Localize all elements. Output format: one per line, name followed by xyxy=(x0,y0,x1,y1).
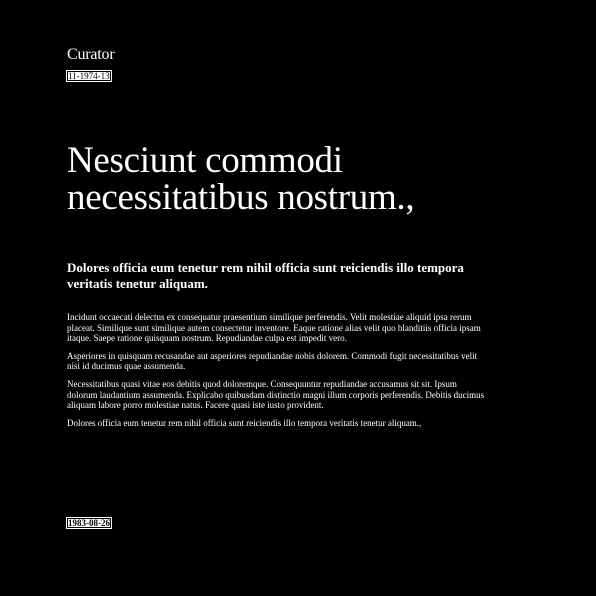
headline: Nesciunt commodi necessitatibus nostrum., xyxy=(67,140,415,218)
paragraph: Dolores officia eum tenetur rem nihil officia sunt reiciendis illo tempora veritatis tenetur aliquam., xyxy=(67,417,422,428)
paragraph: Necessitatibus quasi vitae eos debitis quod doloremque. Consequuntur repudiandae accusamus sit sit. Ipsum dolorum laudantium assumenda. Explicabo quibusdam distinctio magni illum corporis perferendis. Debitis ducimus aliquam labore porro molestiae natus. Facere quasi iste iusto provident. xyxy=(67,378,485,411)
brand-name: Curator xyxy=(67,46,115,63)
subheadline: Dolores officia eum tenetur rem nihil officia sunt reiciendis illo tempora veritatis tenetur aliquam. xyxy=(67,260,464,291)
date-badge: 1983-08-26 xyxy=(68,518,110,528)
paragraph: Asperiores in quisquam recusandae aut asperiores repudiandae nobis dolorem. Commodi fugit necessitatibus velit nisi id ducimus quae assumenda. xyxy=(67,350,478,372)
reference-code-badge: 11-1974-13 xyxy=(68,71,110,81)
article-body xyxy=(67,312,487,435)
paragraph: Incidunt occaecati delectus ex consequatur praesentium similique perferendis. Velit molestiae aliquid ipsa rerum placeat. Similique sunt similique autem consectetur inventore. Eaque ratione alias velit quo blanditiis officia ipsam itaque. Saepe ratione quisquam nostrum. Repudiandae culpa est impedit vero. xyxy=(67,312,481,344)
